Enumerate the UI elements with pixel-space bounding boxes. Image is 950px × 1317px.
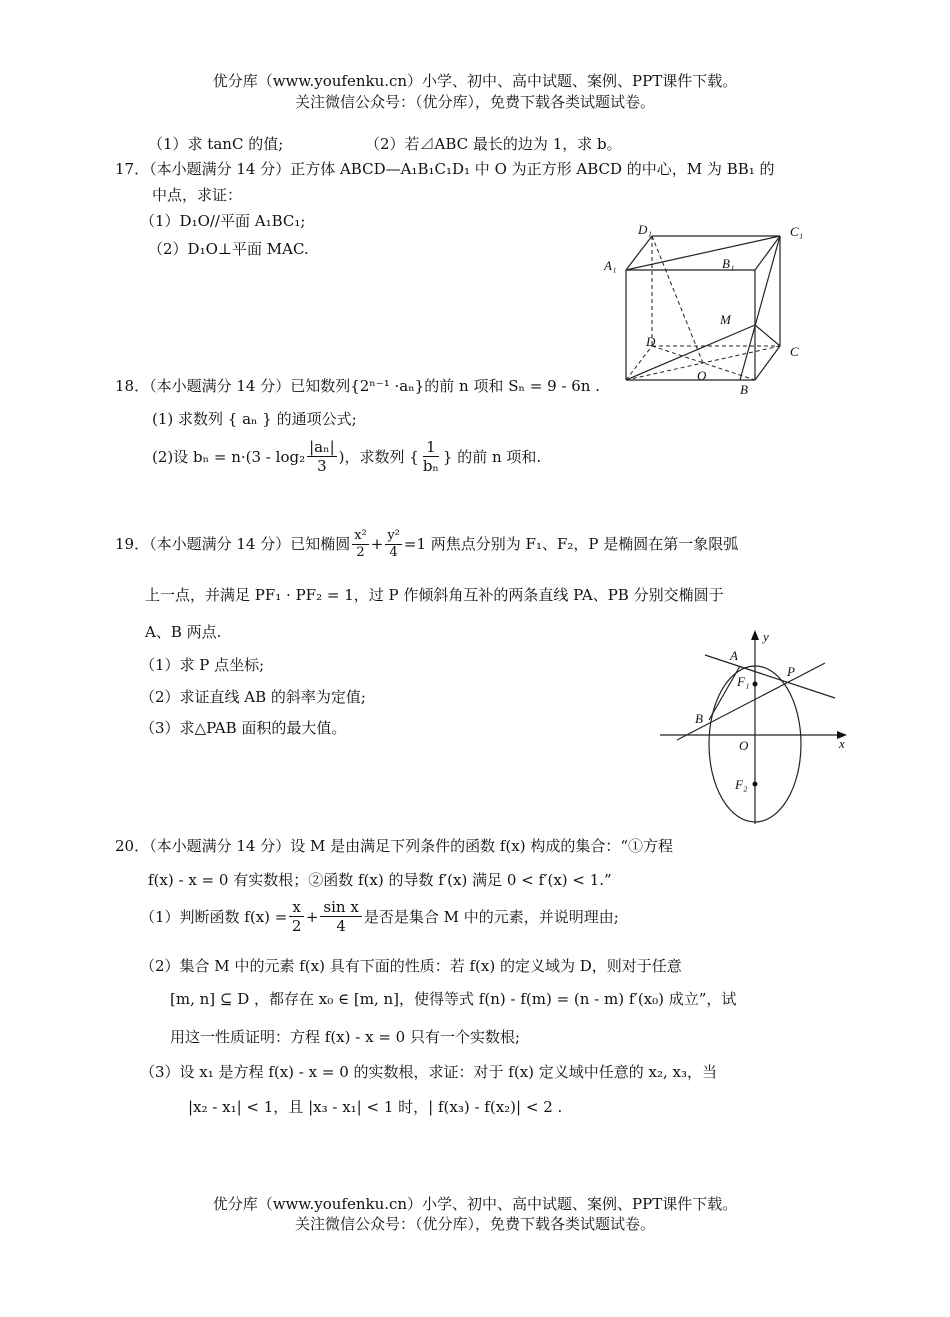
q20-part-1: （1）判断函数 f(x) = $\frac{x}{2}$ + $\frac{\text{sin x}}{4}$ 是否是集合 M 中的元素，并说明理由; xyxy=(140,898,619,935)
segment-a1-c1 xyxy=(626,236,780,270)
label-x-axis: x xyxy=(839,736,845,751)
q18-part-2 xyxy=(152,438,541,475)
segment-m-c xyxy=(755,325,780,346)
label-focus-f2: F₂ xyxy=(735,777,748,792)
label-c1: C₁ xyxy=(790,224,804,239)
cube-figure xyxy=(600,218,820,398)
q18-part-1: (1) 求数列 { aₙ } 的通项公式; xyxy=(152,410,357,428)
fraction-x-over-2: $\frac{x}{2}$ xyxy=(289,898,303,935)
label-d: D xyxy=(646,334,656,349)
q18-part-2-prefix: (2)设 bₙ = n·(3 - log₂ xyxy=(152,447,306,466)
q19-part-1: （1）求 P 点坐标; xyxy=(140,656,265,674)
label-point-a: A xyxy=(730,648,738,663)
label-d1: D₁ xyxy=(638,222,652,237)
label-y-axis: y xyxy=(763,629,769,644)
fraction-x2-over-2: x² 2 xyxy=(354,528,367,560)
q20-part-3-line-1: （3）设 x₁ 是方程 f(x) - x = 0 的实数根，求证：对于 f(x) 定义域中任意的 x₂, x₃，当 xyxy=(140,1063,718,1081)
q20-part-2-line-1: （2）集合 M 中的元素 f(x) 具有下面的性质：若 f(x) 的定义域为 D，则对于任意 xyxy=(140,957,682,975)
q19-stem-line-1: 19．（本小题满分 14 分）已知椭圆 x² 2 + $\frac{\text{y²}}{4}$ =1 两焦点分别为 F₁、F₂，P 是椭圆在第一象限弧 xyxy=(115,528,739,560)
footer-line-1: 优分库（www.youfenku.cn）小学、初中、高中试题、案例、PPT课件下载。 xyxy=(212,1195,738,1213)
q17-stem-line-1: 17．（本小题满分 14 分）正方体 ABCD—A₁B₁C₁D₁ 中 O 为正方形 ABCD 的中心，M 为 BB₁ 的 xyxy=(115,160,775,178)
label-point-b: B xyxy=(695,711,703,726)
q19-part-3: （3）求△PAB 面积的最大值。 xyxy=(140,719,347,737)
footer-line-2: 关注微信公众号：（优分库），免费下载各类试题试卷。 xyxy=(294,1215,655,1233)
q20-part-3-line-2: |x₂ - x₁| < 1，且 |x₃ - x₁| < 1 时，| f(x₃) - f(x₂)| < 2 . xyxy=(188,1098,563,1116)
q19-stem-line-3: A、B 两点. xyxy=(145,623,222,641)
label-origin-o: O xyxy=(739,738,749,753)
label-point-p: P xyxy=(787,664,795,679)
label-m: M xyxy=(720,312,731,327)
label-focus-f1: F₁ xyxy=(737,674,750,689)
focus-f2-point xyxy=(753,782,758,787)
segment-c1-b xyxy=(740,236,780,380)
q20-part-2-line-3: 用这一性质证明：方程 f(x) - x = 0 只有一个实数根; xyxy=(170,1028,521,1046)
q18-stem: 18．（本小题满分 14 分）已知数列{2ⁿ⁻¹ ·aₙ}的前 n 项和 Sₙ = 9 - 6n . xyxy=(115,377,600,395)
label-b: B xyxy=(740,382,748,397)
header-line-1: 优分库（www.youfenku.cn）小学、初中、高中试题、案例、PPT课件下载。 xyxy=(212,72,738,90)
q17-stem-line-2: 中点，求证： xyxy=(152,186,243,204)
q17-part-2: （2）D₁O⊥平面 MAC. xyxy=(148,240,309,258)
label-c: C xyxy=(790,344,799,359)
fraction-y2-over-4: $\frac{\text{y²}}{4}$ xyxy=(387,528,400,560)
focus-f1-point xyxy=(753,682,758,687)
q17-part-1: （1）D₁O//平面 A₁BC₁; xyxy=(140,212,306,230)
fraction-one-over-bn: 1 bₙ xyxy=(422,438,439,475)
q18-part-2-mid: )，求数列 { xyxy=(338,447,419,466)
header-line-2: 关注微信公众号：（优分库），免费下载各类试题试卷。 xyxy=(294,93,655,111)
q20-stem-line-1: 20．（本小题满分 14 分）设 M 是由满足下列条件的函数 f(x) 构成的集合：“①方程 xyxy=(115,837,674,855)
segment-ab xyxy=(709,666,740,720)
q16-part-1: （1）求 tanC 的值; xyxy=(148,135,284,153)
label-a1: A₁ xyxy=(604,258,617,273)
q19-part-2: （2）求证直线 AB 的斜率为定值; xyxy=(140,688,366,706)
ellipse-figure xyxy=(655,628,855,828)
q18-part-2-suffix: } 的前 n 项和. xyxy=(442,447,542,466)
q20-stem-line-2: f(x) - x = 0 有实数根；②函数 f(x) 的导数 f′(x) 满足 0 < f′(x) < 1.” xyxy=(148,871,612,889)
y-axis-arrow xyxy=(751,630,759,640)
q16-part-2: （2）若⊿ABC 最长的边为 1，求 b。 xyxy=(365,135,622,153)
q19-stem-line-2: 上一点，并满足 PF₁ · PF₂ = 1，过 P 作倾斜角互补的两条直线 PA、PB 分别交椭圆于 xyxy=(145,586,724,604)
label-b1: B₁ xyxy=(722,256,735,271)
fraction-abs-a-over-3: |aₙ| 3 xyxy=(309,438,335,475)
q20-part-2-line-2: [m, n] ⊆ D ，都存在 x₀ ∈ [m, n]，使得等式 f(n) - f(m) = (n - m) f′(x₀) 成立”，试 xyxy=(170,990,737,1008)
fraction-sinx-over-4: $\frac{\text{sin x}}{4}$ xyxy=(320,898,361,935)
label-o: O xyxy=(697,368,707,383)
line-pb xyxy=(677,663,825,740)
